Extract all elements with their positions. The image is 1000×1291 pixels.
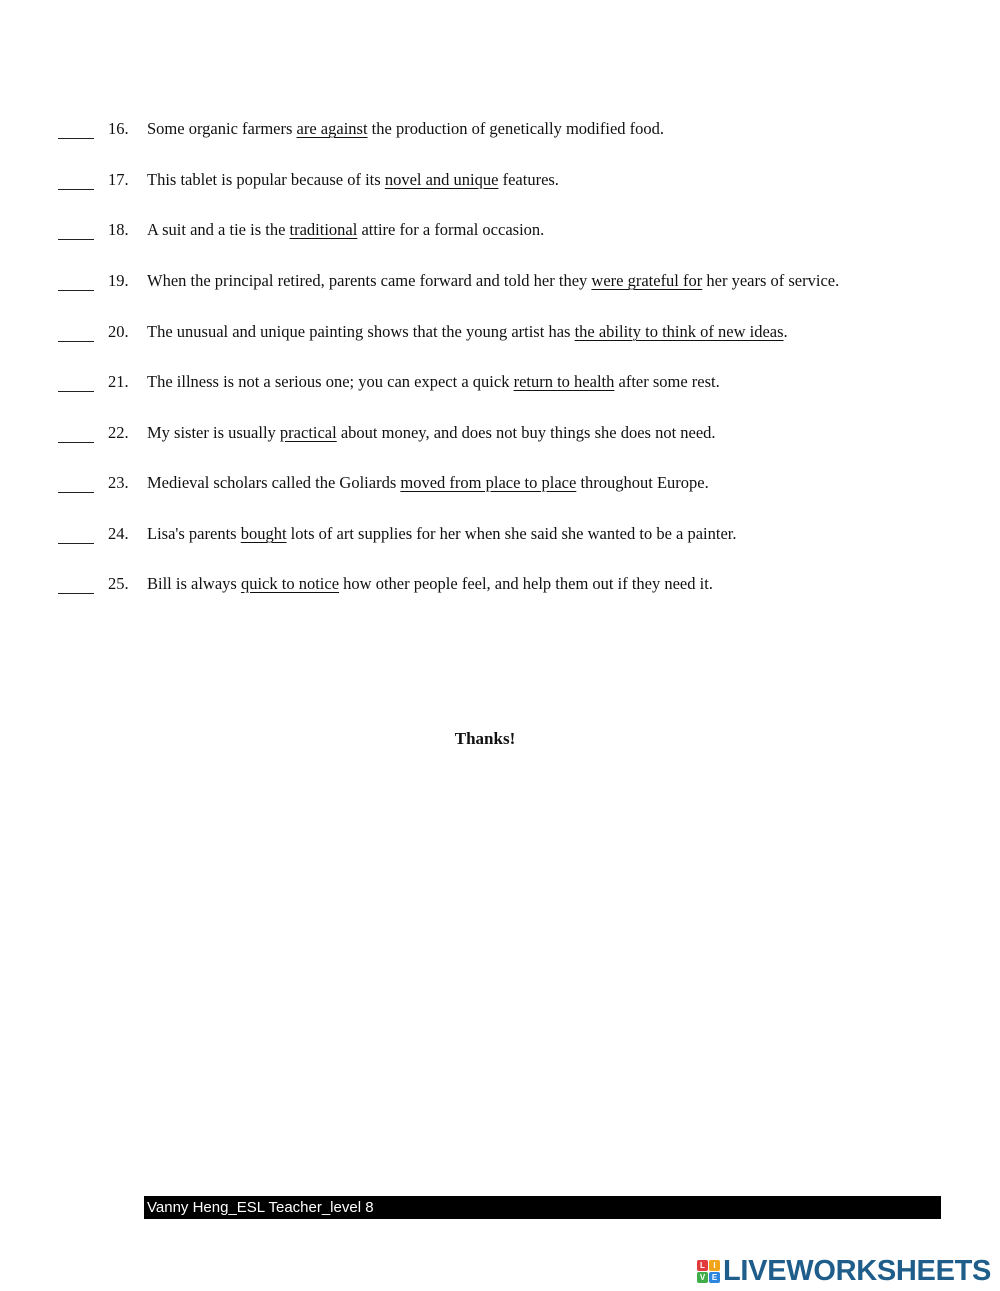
sentence-before: A suit and a tie is the [147,220,290,239]
question-number: 19. [108,271,129,290]
liveworksheets-logo-icon [697,1260,720,1283]
sentence-after: how other people feel, and help them out if they need it. [339,574,713,593]
answer-blank[interactable] [58,269,94,293]
brand-logo[interactable] [697,1255,991,1287]
question-number: 20. [108,322,129,341]
question-number: 24. [108,524,129,543]
question-sentence [147,168,559,192]
sentence-after: throughout Europe. [576,473,709,492]
footer-bar [144,1196,941,1219]
underlined-phrase: return to health [513,372,615,391]
question-sentence [147,117,664,141]
thanks-text: Thanks! [454,729,516,748]
logo-letter: L [697,1260,708,1271]
answer-blank[interactable] [58,522,94,546]
sentence-before: When the principal retired, parents came forward and told her they [147,271,592,290]
answer-blank[interactable] [58,168,94,192]
question-sentence [147,471,709,495]
question-sentence [147,572,713,596]
answer-blank[interactable] [58,117,94,141]
underlined-phrase: were grateful for [591,271,703,290]
question-sentence [147,522,737,546]
question-number: 18. [108,220,129,239]
brand-name: LIVEWORKSHEETS [723,1254,992,1287]
logo-letter: I [709,1260,720,1271]
question-number: 23. [108,473,129,492]
question-sentence [147,370,720,394]
answer-blank[interactable] [58,572,94,596]
question-sentence [147,421,716,445]
sentence-after: the production of genetically modified food. [367,119,665,138]
sentence-after: about money, and does not buy things she does not need. [336,423,716,442]
sentence-before: This tablet is popular because of its [147,170,385,189]
answer-blank[interactable] [58,218,94,242]
answer-blank[interactable] [58,370,94,394]
sentence-before: The unusual and unique painting shows that the young artist has [147,322,575,341]
underlined-phrase: traditional [289,220,358,239]
logo-letter: V [697,1272,708,1283]
sentence-after: after some rest. [614,372,720,391]
question-number: 17. [108,170,129,189]
answer-blank[interactable] [58,471,94,495]
underlined-phrase: bought [240,524,287,543]
question-sentence [147,320,788,344]
sentence-after: attire for a formal occasion. [357,220,545,239]
underlined-phrase: quick to notice [240,574,340,593]
sentence-before: Bill is always [147,574,241,593]
footer-text: Vanny Heng_ESL Teacher_level 8 [147,1199,374,1216]
answer-blank[interactable] [58,421,94,445]
sentence-after: . [783,322,788,341]
sentence-before: My sister is usually [147,423,280,442]
sentence-after: lots of art supplies for her when she said she wanted to be a painter. [286,524,737,543]
question-number: 22. [108,423,129,442]
sentence-before: Lisa's parents [147,524,241,543]
question-number: 25. [108,574,129,593]
question-sentence [147,218,544,242]
sentence-before: Some organic farmers [147,119,297,138]
underlined-phrase: are against [296,119,368,138]
question-sentence [147,269,839,293]
question-number: 16. [108,119,129,138]
answer-blank[interactable] [58,320,94,344]
sentence-before: The illness is not a serious one; you can expect a quick [147,372,514,391]
logo-letter: E [709,1272,720,1283]
underlined-phrase: the ability to think of new ideas [574,322,784,341]
question-number: 21. [108,372,129,391]
underlined-phrase: practical [279,423,337,442]
sentence-after: features. [498,170,559,189]
sentence-before: Medieval scholars called the Goliards [147,473,401,492]
sentence-after: her years of service. [702,271,840,290]
underlined-phrase: moved from place to place [400,473,577,492]
underlined-phrase: novel and unique [384,170,499,189]
